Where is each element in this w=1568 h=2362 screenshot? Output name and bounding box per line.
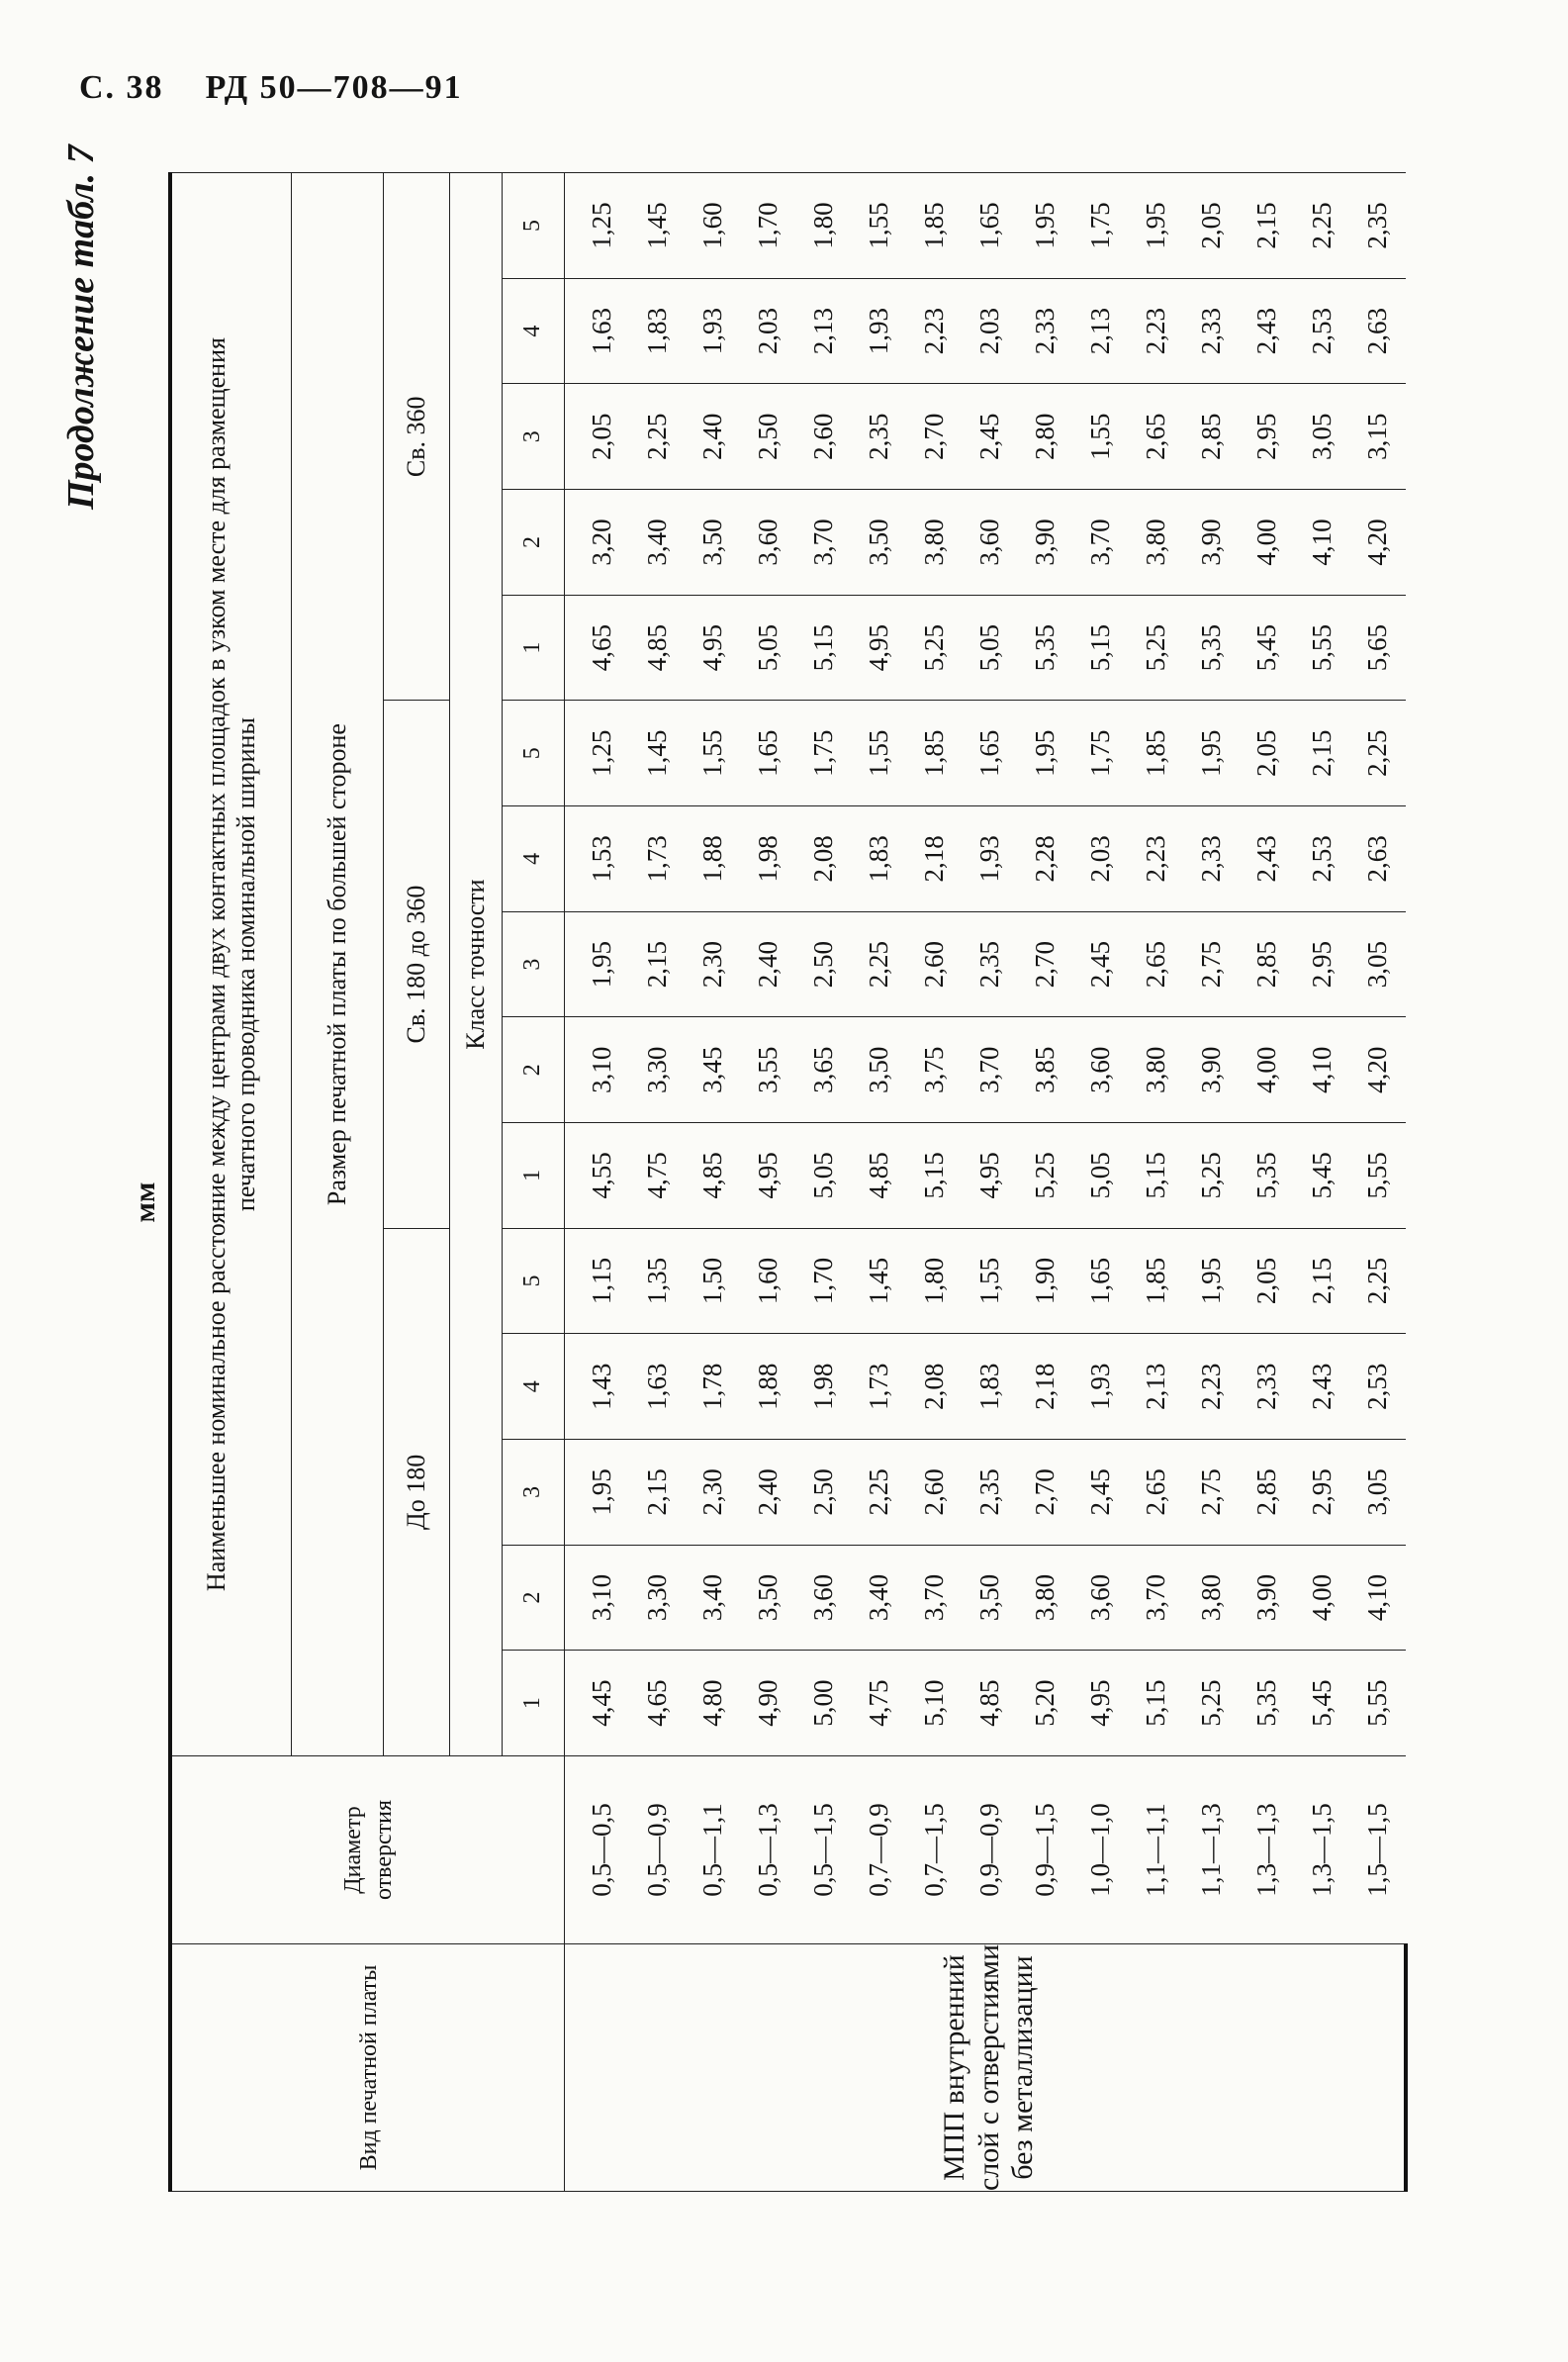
value-cell: 2,40 [686, 384, 741, 490]
value-cell: 3,70 [1129, 1545, 1184, 1651]
class-number: 4 [503, 1334, 565, 1440]
value-cell: 4,10 [1295, 490, 1350, 596]
value-cell: 2,25 [1350, 701, 1406, 806]
class-header: Класс точности [450, 173, 503, 1756]
value-cell: 2,15 [1240, 173, 1295, 279]
value-cell: 4,80 [686, 1651, 741, 1756]
value-cell: 3,60 [963, 490, 1018, 596]
value-cell: 2,05 [1240, 701, 1295, 806]
value-cell: 3,40 [686, 1545, 741, 1651]
diameter-cell: 0,5—1,5 [796, 1756, 852, 1944]
value-cell: 2,33 [1018, 278, 1073, 384]
board-kind: МПП внутренний слой с отверстиями без металлизации [565, 1944, 1407, 2192]
value-cell: 3,80 [907, 490, 963, 596]
table-row [1184, 173, 1240, 2192]
value-cell: 3,10 [565, 1545, 631, 1651]
value-cell: 2,25 [1295, 173, 1350, 279]
size-group-1: До 180 [384, 1228, 450, 1755]
value-cell: 4,85 [686, 1123, 741, 1229]
value-cell: 5,45 [1295, 1123, 1350, 1229]
value-cell: 5,05 [796, 1123, 852, 1229]
table-row [1018, 173, 1073, 2192]
value-cell: 3,10 [565, 1017, 631, 1123]
value-cell: 2,15 [630, 1440, 686, 1546]
value-cell: 1,65 [1073, 1228, 1129, 1334]
value-cell: 1,55 [963, 1228, 1018, 1334]
value-cell: 3,30 [630, 1017, 686, 1123]
value-cell: 1,45 [630, 701, 686, 806]
value-cell: 5,55 [1350, 1123, 1406, 1229]
value-cell: 2,13 [796, 278, 852, 384]
class-number: 5 [503, 701, 565, 806]
value-cell: 1,85 [907, 701, 963, 806]
col-diameter-header: Диаметр отверстия [170, 1756, 565, 1944]
class-number: 5 [503, 173, 565, 279]
value-cell: 2,23 [907, 278, 963, 384]
value-cell: 3,75 [907, 1017, 963, 1123]
value-cell: 3,70 [796, 490, 852, 596]
table-row [630, 173, 686, 2192]
value-cell: 2,80 [1018, 384, 1073, 490]
value-cell: 1,93 [686, 278, 741, 384]
value-cell: 1,98 [796, 1334, 852, 1440]
value-cell: 2,53 [1295, 806, 1350, 912]
value-cell: 4,85 [630, 595, 686, 701]
value-cell: 4,95 [852, 595, 907, 701]
value-cell: 1,65 [963, 701, 1018, 806]
diameter-cell: 1,5—1,5 [1350, 1756, 1406, 1944]
class-number: 2 [503, 1545, 565, 1651]
value-cell: 2,50 [741, 384, 796, 490]
value-cell: 2,33 [1240, 1334, 1295, 1440]
value-cell: 3,90 [1184, 490, 1240, 596]
value-cell: 3,80 [1129, 1017, 1184, 1123]
value-cell: 1,55 [852, 701, 907, 806]
value-cell: 2,18 [907, 806, 963, 912]
value-cell: 1,63 [630, 1334, 686, 1440]
value-cell: 4,55 [565, 1123, 631, 1229]
value-cell: 5,65 [1350, 595, 1406, 701]
value-cell: 3,50 [852, 490, 907, 596]
value-cell: 3,70 [963, 1017, 1018, 1123]
value-cell: 1,75 [1073, 701, 1129, 806]
class-number: 5 [503, 1228, 565, 1334]
diameter-cell: 1,3—1,3 [1240, 1756, 1295, 1944]
table-row [963, 173, 1018, 2192]
value-cell: 2,65 [1129, 1440, 1184, 1546]
size-header: Размер печатной платы по большей стороне [292, 173, 384, 1756]
value-cell: 2,95 [1295, 911, 1350, 1017]
value-cell: 3,60 [1073, 1017, 1129, 1123]
value-cell: 2,45 [1073, 1440, 1129, 1546]
value-cell: 1,70 [741, 173, 796, 279]
value-cell: 3,20 [565, 490, 631, 596]
value-cell: 2,13 [1073, 278, 1129, 384]
value-cell: 4,20 [1350, 1017, 1406, 1123]
value-cell: 2,08 [907, 1334, 963, 1440]
class-number: 3 [503, 1440, 565, 1546]
value-cell: 2,43 [1240, 806, 1295, 912]
value-cell: 2,18 [1018, 1334, 1073, 1440]
value-cell: 2,25 [852, 911, 907, 1017]
value-cell: 1,53 [565, 806, 631, 912]
value-cell: 2,65 [1129, 911, 1184, 1017]
value-cell: 5,25 [1184, 1123, 1240, 1229]
value-cell: 2,03 [963, 278, 1018, 384]
diameter-cell: 1,1—1,3 [1184, 1756, 1240, 1944]
value-cell: 2,33 [1184, 278, 1240, 384]
table-row [796, 173, 852, 2192]
value-cell: 2,25 [852, 1440, 907, 1546]
value-cell: 2,05 [1184, 173, 1240, 279]
value-cell: 1,73 [630, 806, 686, 912]
value-cell: 3,50 [686, 490, 741, 596]
value-cell: 3,45 [686, 1017, 741, 1123]
value-cell: 4,20 [1350, 490, 1406, 596]
value-cell: 1,90 [1018, 1228, 1073, 1334]
value-cell: 1,75 [1073, 173, 1129, 279]
value-cell: 2,13 [1129, 1334, 1184, 1440]
value-cell: 5,25 [1129, 595, 1184, 701]
value-cell: 2,65 [1129, 384, 1184, 490]
value-cell: 1,95 [565, 911, 631, 1017]
value-cell: 1,75 [796, 701, 852, 806]
value-cell: 2,70 [1018, 911, 1073, 1017]
size-group-2: Св. 180 до 360 [384, 701, 450, 1228]
diameter-cell: 0,9—1,5 [1018, 1756, 1073, 1944]
value-cell: 2,85 [1184, 384, 1240, 490]
value-cell: 4,95 [963, 1123, 1018, 1229]
value-cell: 5,45 [1240, 595, 1295, 701]
value-cell: 4,00 [1295, 1545, 1350, 1651]
diameter-cell: 1,0—1,0 [1073, 1756, 1129, 1944]
value-cell: 1,65 [963, 173, 1018, 279]
value-cell: 2,35 [963, 1440, 1018, 1546]
value-cell: 2,63 [1350, 806, 1406, 912]
value-cell: 2,23 [1184, 1334, 1240, 1440]
value-cell: 2,53 [1295, 278, 1350, 384]
value-cell: 2,70 [907, 384, 963, 490]
table-row [1240, 173, 1295, 2192]
value-cell: 5,00 [796, 1651, 852, 1756]
value-cell: 2,28 [1018, 806, 1073, 912]
value-cell: 1,35 [630, 1228, 686, 1334]
value-cell: 2,85 [1240, 1440, 1295, 1546]
value-cell: 1,70 [796, 1228, 852, 1334]
value-cell: 4,95 [686, 595, 741, 701]
value-cell: 1,15 [565, 1228, 631, 1334]
value-cell: 5,15 [907, 1123, 963, 1229]
diameter-cell: 1,1—1,1 [1129, 1756, 1184, 1944]
value-cell: 5,25 [1018, 1123, 1073, 1229]
diameter-cell: 0,5—1,1 [686, 1756, 741, 1944]
table-row [907, 173, 963, 2192]
value-cell: 3,50 [852, 1017, 907, 1123]
value-cell: 1,98 [741, 806, 796, 912]
value-cell: 2,43 [1295, 1334, 1350, 1440]
value-cell: 1,95 [1018, 173, 1073, 279]
value-cell: 1,93 [852, 278, 907, 384]
value-cell: 5,35 [1184, 595, 1240, 701]
value-cell: 2,30 [686, 911, 741, 1017]
value-cell: 4,75 [630, 1123, 686, 1229]
rotated-table-block [60, 144, 1415, 2192]
value-cell: 2,03 [1073, 806, 1129, 912]
value-cell: 1,55 [852, 173, 907, 279]
value-cell: 2,95 [1240, 384, 1295, 490]
value-cell: 2,15 [1295, 1228, 1350, 1334]
value-cell: 1,50 [686, 1228, 741, 1334]
value-cell: 5,55 [1350, 1651, 1406, 1756]
value-cell: 1,60 [741, 1228, 796, 1334]
value-cell: 5,35 [1240, 1651, 1295, 1756]
value-cell: 1,78 [686, 1334, 741, 1440]
data-table [168, 172, 1408, 2192]
value-cell: 3,90 [1184, 1017, 1240, 1123]
value-cell: 3,40 [852, 1545, 907, 1651]
value-cell: 3,60 [741, 490, 796, 596]
value-cell: 3,80 [1018, 1545, 1073, 1651]
value-cell: 4,65 [630, 1651, 686, 1756]
value-cell: 2,25 [1350, 1228, 1406, 1334]
document-code: РД 50—708—91 [205, 69, 463, 106]
value-cell: 5,05 [1073, 1123, 1129, 1229]
value-cell: 2,15 [630, 911, 686, 1017]
value-cell: 1,55 [1073, 384, 1129, 490]
value-cell: 1,95 [565, 1440, 631, 1546]
value-cell: 1,85 [1129, 1228, 1184, 1334]
value-cell: 4,95 [741, 1123, 796, 1229]
page-header [79, 69, 463, 129]
value-cell: 5,15 [1129, 1651, 1184, 1756]
value-cell: 1,45 [852, 1228, 907, 1334]
class-number: 3 [503, 911, 565, 1017]
class-number: 1 [503, 595, 565, 701]
value-cell: 4,85 [963, 1651, 1018, 1756]
value-cell: 2,05 [1240, 1228, 1295, 1334]
value-cell: 1,83 [852, 806, 907, 912]
main-header: Наименьшее номинальное расстояние между центрами двух контактных площадок в узком месте для размещения печатного проводника номинальной ширины [170, 173, 292, 1756]
value-cell: 2,05 [565, 384, 631, 490]
table-row [852, 173, 907, 2192]
value-cell: 2,35 [1350, 173, 1406, 279]
value-cell: 1,43 [565, 1334, 631, 1440]
value-cell: 2,95 [1295, 1440, 1350, 1546]
value-cell: 2,75 [1184, 1440, 1240, 1546]
value-cell: 3,80 [1129, 490, 1184, 596]
table-row [565, 173, 631, 2192]
value-cell: 5,45 [1295, 1651, 1350, 1756]
value-cell: 3,65 [796, 1017, 852, 1123]
diameter-cell: 0,5—0,9 [630, 1756, 686, 1944]
value-cell: 4,00 [1240, 490, 1295, 596]
class-number: 4 [503, 278, 565, 384]
col-kind-header: Вид печатной платы [170, 1944, 565, 2192]
value-cell: 3,90 [1018, 490, 1073, 596]
value-cell: 1,83 [630, 278, 686, 384]
value-cell: 1,80 [796, 173, 852, 279]
value-cell: 3,60 [1073, 1545, 1129, 1651]
value-cell: 4,65 [565, 595, 631, 701]
value-cell: 5,15 [1073, 595, 1129, 701]
value-cell: 3,90 [1240, 1545, 1295, 1651]
value-cell: 2,50 [796, 1440, 852, 1546]
value-cell: 1,88 [741, 1334, 796, 1440]
value-cell: 1,80 [907, 1228, 963, 1334]
value-cell: 2,85 [1240, 911, 1295, 1017]
value-cell: 2,08 [796, 806, 852, 912]
diameter-cell: 0,7—1,5 [907, 1756, 963, 1944]
value-cell: 1,55 [686, 701, 741, 806]
value-cell: 1,73 [852, 1334, 907, 1440]
value-cell: 5,20 [1018, 1651, 1073, 1756]
value-cell: 4,00 [1240, 1017, 1295, 1123]
value-cell: 1,95 [1184, 1228, 1240, 1334]
value-cell: 3,70 [1073, 490, 1129, 596]
value-cell: 4,75 [852, 1651, 907, 1756]
continuation-label: Продолжение табл. 7 [60, 144, 102, 510]
value-cell: 5,05 [963, 595, 1018, 701]
diameter-cell: 0,9—0,9 [963, 1756, 1018, 1944]
page-number: С. 38 [79, 69, 164, 106]
value-cell: 2,40 [741, 1440, 796, 1546]
diameter-cell: 0,5—0,5 [565, 1756, 631, 1944]
class-number: 2 [503, 1017, 565, 1123]
value-cell: 2,15 [1295, 701, 1350, 806]
value-cell: 2,35 [963, 911, 1018, 1017]
value-cell: 4,10 [1350, 1545, 1406, 1651]
value-cell: 3,05 [1295, 384, 1350, 490]
table-row [1350, 173, 1406, 2192]
table-row [741, 173, 796, 2192]
value-cell: 2,60 [796, 384, 852, 490]
value-cell: 4,90 [741, 1651, 796, 1756]
value-cell: 2,03 [741, 278, 796, 384]
value-cell: 2,75 [1184, 911, 1240, 1017]
value-cell: 2,45 [1073, 911, 1129, 1017]
value-cell: 3,15 [1350, 384, 1406, 490]
value-cell: 2,25 [630, 384, 686, 490]
value-cell: 3,80 [1184, 1545, 1240, 1651]
units-label: мм [129, 1181, 161, 1223]
value-cell: 4,10 [1295, 1017, 1350, 1123]
value-cell: 5,25 [1184, 1651, 1240, 1756]
class-number: 4 [503, 806, 565, 912]
value-cell: 5,55 [1295, 595, 1350, 701]
value-cell: 2,45 [963, 384, 1018, 490]
value-cell: 1,85 [1129, 701, 1184, 806]
value-cell: 5,35 [1240, 1123, 1295, 1229]
value-cell: 3,55 [741, 1017, 796, 1123]
value-cell: 3,05 [1350, 1440, 1406, 1546]
class-number: 1 [503, 1651, 565, 1756]
value-cell: 2,33 [1184, 806, 1240, 912]
value-cell: 5,15 [796, 595, 852, 701]
class-number: 3 [503, 384, 565, 490]
value-cell: 3,30 [630, 1545, 686, 1651]
value-cell: 1,83 [963, 1334, 1018, 1440]
class-number: 1 [503, 1123, 565, 1229]
value-cell: 1,25 [565, 173, 631, 279]
value-cell: 3,05 [1350, 911, 1406, 1017]
value-cell: 3,40 [630, 490, 686, 596]
value-cell: 1,95 [1129, 173, 1184, 279]
table-row [1129, 173, 1184, 2192]
value-cell: 5,10 [907, 1651, 963, 1756]
value-cell: 2,60 [907, 1440, 963, 1546]
value-cell: 2,40 [741, 911, 796, 1017]
value-cell: 4,95 [1073, 1651, 1129, 1756]
value-cell: 3,60 [796, 1545, 852, 1651]
value-cell: 3,85 [1018, 1017, 1073, 1123]
size-group-3: Св. 360 [384, 173, 450, 701]
value-cell: 1,65 [741, 701, 796, 806]
class-number: 2 [503, 490, 565, 596]
value-cell: 2,23 [1129, 278, 1184, 384]
value-cell: 1,25 [565, 701, 631, 806]
value-cell: 1,95 [1018, 701, 1073, 806]
value-cell: 2,50 [796, 911, 852, 1017]
value-cell: 3,50 [963, 1545, 1018, 1651]
value-cell: 2,53 [1350, 1334, 1406, 1440]
value-cell: 2,35 [852, 384, 907, 490]
value-cell: 2,70 [1018, 1440, 1073, 1546]
value-cell: 1,60 [686, 173, 741, 279]
value-cell: 5,05 [741, 595, 796, 701]
value-cell: 3,70 [907, 1545, 963, 1651]
value-cell: 2,60 [907, 911, 963, 1017]
value-cell: 5,35 [1018, 595, 1073, 701]
value-cell: 1,88 [686, 806, 741, 912]
value-cell: 1,93 [963, 806, 1018, 912]
value-cell: 1,45 [630, 173, 686, 279]
diameter-cell: 0,7—0,9 [852, 1756, 907, 1944]
value-cell: 1,93 [1073, 1334, 1129, 1440]
value-cell: 2,30 [686, 1440, 741, 1546]
table-row [1073, 173, 1129, 2192]
value-cell: 2,43 [1240, 278, 1295, 384]
value-cell: 5,25 [907, 595, 963, 701]
value-cell: 5,15 [1129, 1123, 1184, 1229]
diameter-cell: 1,3—1,5 [1295, 1756, 1350, 1944]
value-cell: 4,85 [852, 1123, 907, 1229]
table-row [686, 173, 741, 2192]
value-cell: 2,23 [1129, 806, 1184, 912]
value-cell: 1,85 [907, 173, 963, 279]
value-cell: 1,95 [1184, 701, 1240, 806]
value-cell: 2,63 [1350, 278, 1406, 384]
value-cell: 3,50 [741, 1545, 796, 1651]
table-row [1295, 173, 1350, 2192]
value-cell: 1,63 [565, 278, 631, 384]
diameter-cell: 0,5—1,3 [741, 1756, 796, 1944]
value-cell: 4,45 [565, 1651, 631, 1756]
